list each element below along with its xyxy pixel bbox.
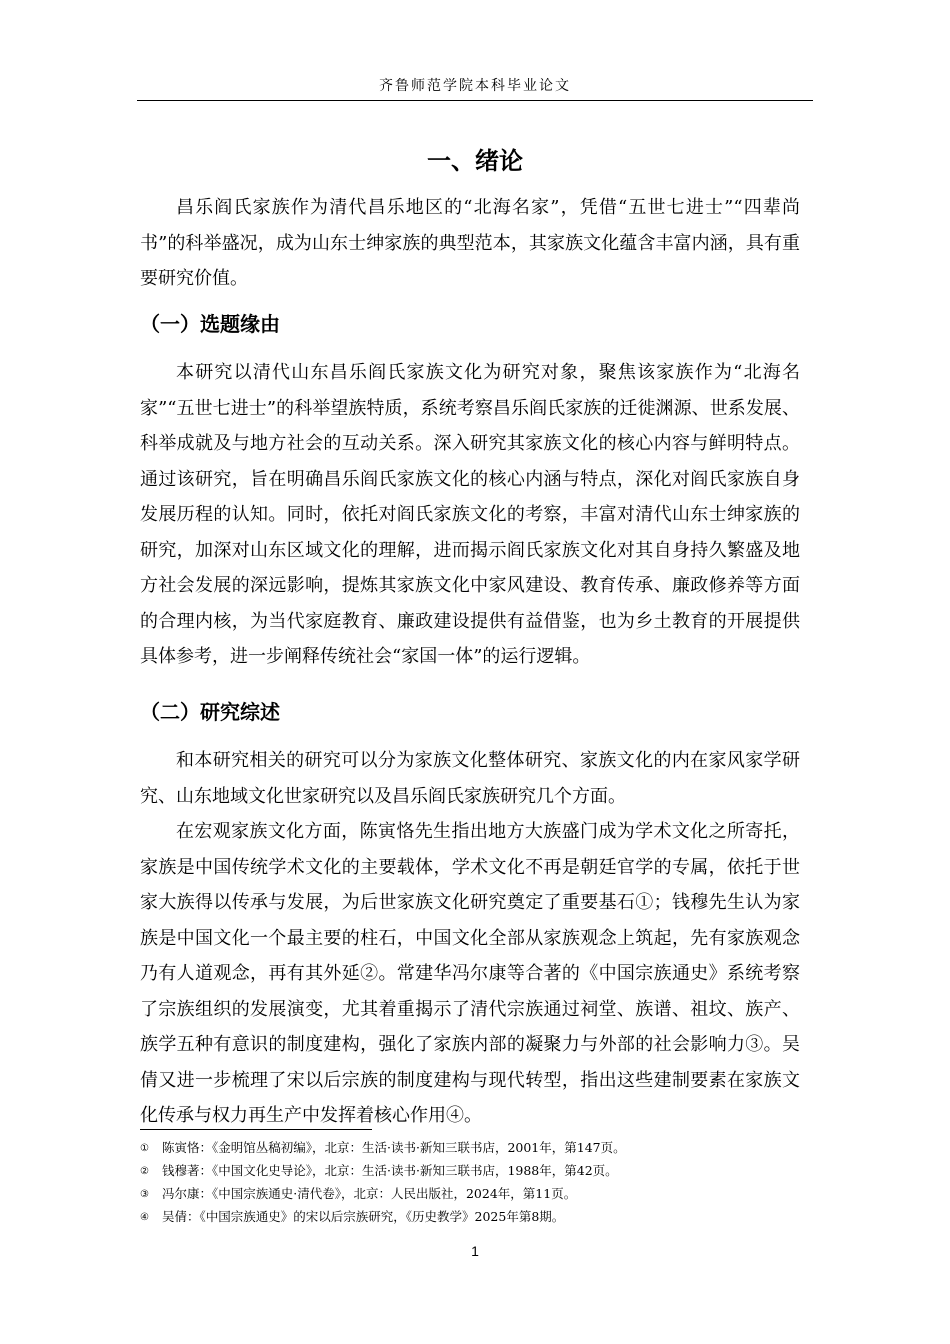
footnote-1 [140,1140,820,1157]
footnote-3 [140,1186,820,1203]
chapter-title: 一、绪论 [427,147,523,175]
footnote-2 [140,1163,820,1180]
section-heading-literature-review: （二）研究综述 [140,700,280,724]
footnote-mark: ② [140,1166,149,1177]
footnote-text: 吴倩：《中国宗族通史》的宋以后宗族研究，《历史教学》2025年第8期。 [162,1209,565,1224]
running-header: 齐鲁师范学院本科毕业论文 [137,72,813,101]
footnote-4 [140,1209,820,1226]
footnote-mark: ① [140,1143,149,1154]
footnote-separator [140,1129,372,1130]
footnote-mark: ③ [140,1189,149,1200]
literature-review-paragraph-1: 和本研究相关的研究可以分为家族文化整体研究、家族文化的内在家风家学研究、山东地域文化世家研究以及昌乐阎氏家族研究几个方面。 [140,750,800,807]
literature-review-paragraph-2: 在宏观家族文化方面，陈寅恪先生指出地方大族盛门成为学术文化之所寄托，家族是中国传统学术文化的主要载体，学术文化不再是朝廷官学的专属，依托于世家大族得以传承与发展，为后世家族文化研究奠定了重要基石①；钱穆先生认为家族是中国文化一个最主要的柱石，中国文化全部从家族观念上筑起，先有家族观念乃有人道观念，再有其外延②。常建华冯尔康等合著的《中国宗族通史》系统考察了宗族组织的发展演变，尤其着重揭示了清代宗族通过祠堂、族谱、祖坟、族产、族学五种有意识的制度建构，强化了家族内部的凝聚力与外部的社会影响力③。吴倩又进一步梳理了宋以后宗族的制度建构与现代转型，指出这些建制要素在家族文化传承与权力再生产中发挥着核心作用④。 [140,821,800,1126]
footnote-mark: ④ [140,1212,149,1223]
topic-reason-paragraph: 本研究以清代山东昌乐阎氏家族文化为研究对象，聚焦该家族作为“北海名家”“五世七进士”的科举望族特质，系统考察昌乐阎氏家族的迁徙渊源、世系发展、科举成就及与地方社会的互动关系。深入研究其家族文化的核心内容与鲜明特点。通过该研究，旨在明确昌乐阎氏家族文化的核心内涵与特点，深化对阎氏家族自身发展历程的认知。同时，依托对阎氏家族文化的考察，丰富对清代山东士绅家族的研究，加深对山东区域文化的理解，进而揭示阎氏家族文化对其自身持久繁盛及地方社会发展的深远影响，提炼其家族文化中家风建设、教育传承、廉政修养等方面的合理内核，为当代家庭教育、廉政建设提供有益借鉴，也为乡土教育的开展提供具体参考，进一步阐释传统社会“家国一体”的运行逻辑。 [140,362,800,667]
footnote-text: 冯尔康：《中国宗族通史·清代卷》，北京：人民出版社，2024年，第11页。 [162,1186,577,1201]
page-number: 1 [471,1243,479,1259]
intro-paragraph: 昌乐阎氏家族作为清代昌乐地区的“北海名家”，凭借“五世七进士”“四辈尚书”的科举盛况，成为山东士绅家族的典型范本，其家族文化蕴含丰富内涵，具有重要研究价值。 [140,197,800,289]
section-heading-topic-reason: （一）选题缘由 [140,312,280,336]
footnote-text: 陈寅恪：《金明馆丛稿初编》，北京：生活·读书·新知三联书店，2001年，第147页。 [162,1140,626,1155]
footnote-text: 钱穆著：《中国文化史导论》，北京：生活·读书·新知三联书店，1988年，第42页。 [162,1163,618,1178]
